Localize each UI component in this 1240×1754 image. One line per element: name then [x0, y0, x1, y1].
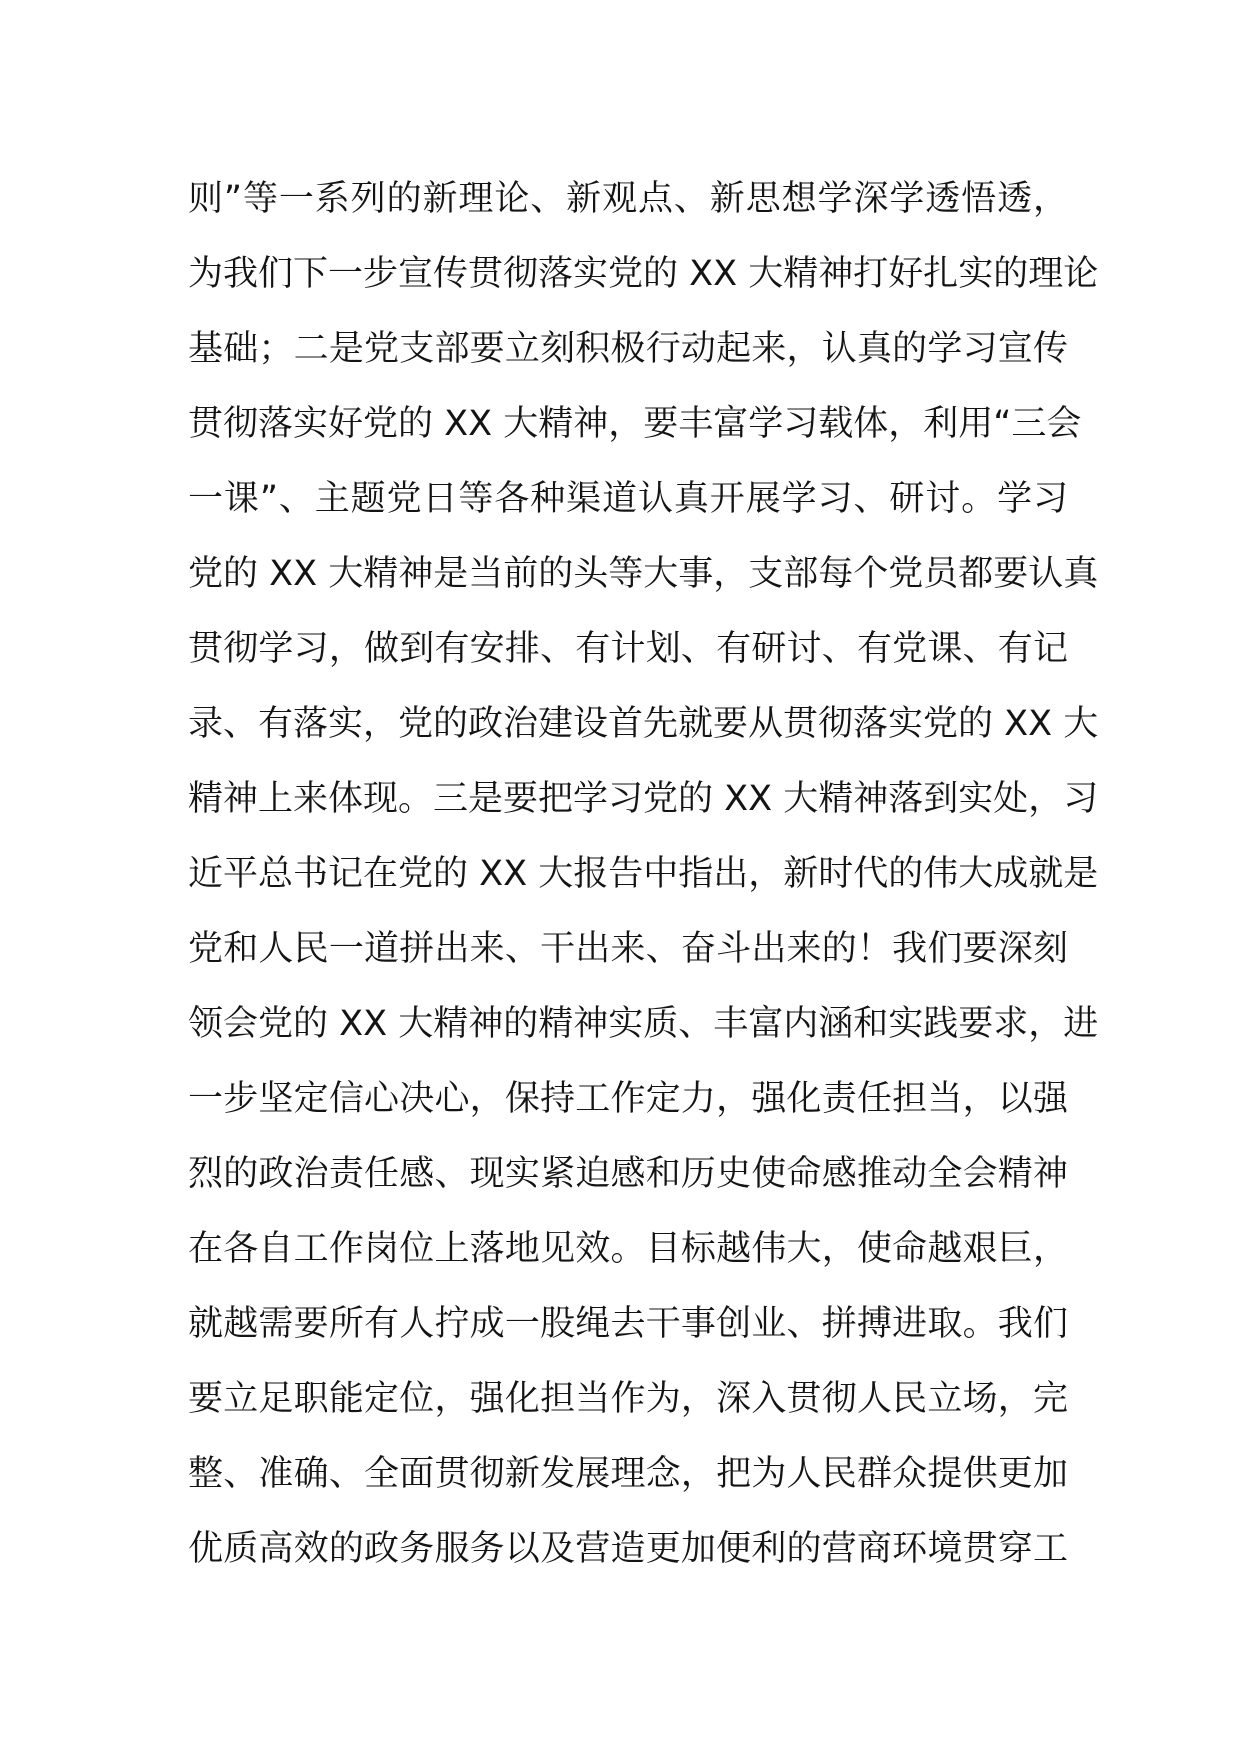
text-line: 一课”、主题党日等各种渠道认真开展学习、研讨。学习 — [188, 479, 1068, 519]
text-line: 近平总书记在党的 XX 大报告中指出，新时代的伟大成就是 — [188, 854, 1099, 894]
text-line: 为我们下一步宣传贯彻落实党的 XX 大精神打好扎实的理论 — [188, 254, 1099, 294]
text-line: 就越需要所有人拧成一股绳去干事创业、拼搏进取。我们 — [188, 1304, 1068, 1344]
text-line: 党和人民一道拼出来、干出来、奋斗出来的！我们要深刻 — [188, 929, 1068, 969]
text-line: 贯彻学习，做到有安排、有计划、有研讨、有党课、有记 — [188, 629, 1068, 669]
text-line: 优质高效的政务服务以及营造更加便利的营商环境贯穿工 — [188, 1529, 1068, 1569]
text-line: 烈的政治责任感、现实紧迫感和历史使命感推动全会精神 — [188, 1154, 1068, 1194]
text-line: 录、有落实，党的政治建设首先就要从贯彻落实党的 XX 大 — [188, 704, 1099, 744]
text-line: 基础；二是党支部要立刻积极行动起来，认真的学习宣传 — [188, 329, 1068, 369]
text-line: 一步坚定信心决心，保持工作定力，强化责任担当，以强 — [188, 1079, 1068, 1119]
text-line: 党的 XX 大精神是当前的头等大事，支部每个党员都要认真 — [188, 554, 1099, 594]
text-line: 在各自工作岗位上落地见效。目标越伟大，使命越艰巨， — [188, 1229, 1068, 1269]
text-line: 整、准确、全面贯彻新发展理念，把为人民群众提供更加 — [188, 1454, 1068, 1494]
text-line: 精神上来体现。三是要把学习党的 XX 大精神落到实处，习 — [188, 779, 1099, 819]
text-line: 要立足职能定位，强化担当作为，深入贯彻人民立场，完 — [188, 1379, 1068, 1419]
text-line: 贯彻落实好党的 XX 大精神，要丰富学习载体，利用“三会 — [188, 404, 1082, 444]
body-paragraph — [188, 166, 1099, 1591]
text-line: 领会党的 XX 大精神的精神实质、丰富内涵和实践要求，进 — [188, 1004, 1099, 1044]
text-line: 则”等一系列的新理论、新观点、新思想学深学透悟透， — [188, 179, 1068, 219]
